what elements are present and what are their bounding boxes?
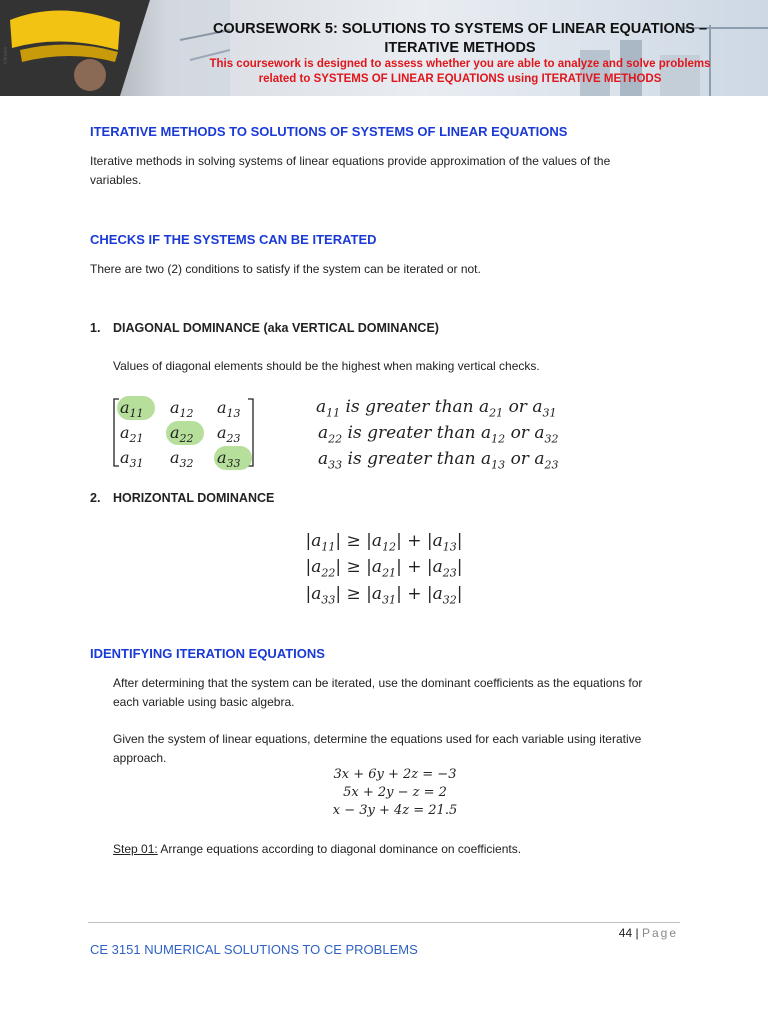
horizontal-condition-1: $|a_{11}| \ge |a_{12}| + |a_{13}|$ bbox=[305, 531, 463, 554]
step-01-line bbox=[113, 840, 521, 859]
step-01-label: Step 01: bbox=[113, 842, 158, 856]
page-title bbox=[160, 20, 760, 58]
diagonal-condition-2: $a_{22}$ is greater than $a_{12}$ or $a_{32}$ bbox=[318, 423, 559, 446]
matrix-a32: $a_{32}$ bbox=[170, 448, 194, 471]
horizontal-condition-2: $|a_{22}| \ge |a_{21}| + |a_{23}|$ bbox=[305, 557, 463, 580]
item-1-title: DIAGONAL DOMINANCE (aka VERTICAL DOMINANCE) bbox=[113, 321, 439, 335]
intro-paragraph bbox=[90, 152, 690, 190]
title-line-2: ITERATIVE METHODS bbox=[384, 40, 536, 56]
page-word: Page bbox=[641, 926, 678, 940]
system-equation-3: x − 3y + 4z = 21.5 bbox=[332, 803, 458, 818]
course-footer: CE 3151 NUMERICAL SOLUTIONS TO CE PROBLEMS bbox=[90, 942, 418, 957]
step-01-text: Arrange equations according to diagonal dominance on coefficients. bbox=[157, 842, 522, 856]
diagonal-condition-3: $a_{33}$ is greater than $a_{13}$ or $a_{23}$ bbox=[318, 449, 559, 472]
page-number: 44 bbox=[618, 926, 633, 940]
item-1-number: 1. bbox=[90, 321, 101, 335]
section-heading-iteration-equations: IDENTIFYING ITERATION EQUATIONS bbox=[90, 646, 325, 661]
iteration-p1-line-1: After determining that the system can be iterated, use the dominant coefficients as the equations for bbox=[113, 676, 643, 690]
system-equation-2: 5x + 2y − z = 2 bbox=[343, 785, 447, 800]
intro-line-2: variables. bbox=[90, 173, 142, 187]
iteration-p2-line-2: approach. bbox=[113, 751, 167, 765]
iteration-paragraph-2 bbox=[113, 730, 703, 768]
matrix-a22: $a_{22}$ bbox=[170, 423, 194, 446]
item-2-title: HORIZONTAL DOMINANCE bbox=[113, 491, 275, 505]
matrix-a21: $a_{21}$ bbox=[120, 423, 144, 446]
section-heading-iterative-methods: ITERATIVE METHODS TO SOLUTIONS OF SYSTEMS OF LINEAR EQUATIONS bbox=[90, 124, 568, 139]
diagonal-condition-1: $a_{11}$ is greater than $a_{21}$ or $a_{31}$ bbox=[316, 397, 557, 420]
page-number-area bbox=[560, 926, 678, 940]
page-separator: | bbox=[635, 926, 639, 940]
iteration-p2-line-1: Given the system of linear equations, determine the equations used for each variable using iterative bbox=[113, 732, 642, 746]
coefficient-matrix bbox=[112, 396, 262, 472]
footer-divider bbox=[88, 922, 680, 923]
matrix-a11: $a_{11}$ bbox=[120, 398, 144, 421]
matrix-a33: $a_{33}$ bbox=[217, 448, 241, 471]
item-2-number: 2. bbox=[90, 491, 101, 505]
subtitle-line-2: related to SYSTEMS OF LINEAR EQUATIONS using ITERATIVE METHODS bbox=[258, 73, 662, 85]
section-heading-checks: CHECKS IF THE SYSTEMS CAN BE ITERATED bbox=[90, 232, 377, 247]
iteration-paragraph-1 bbox=[113, 674, 703, 712]
matrix-a12: $a_{12}$ bbox=[170, 398, 194, 421]
matrix-a13: $a_{13}$ bbox=[217, 398, 241, 421]
banner-side-label: Ultratek bbox=[3, 46, 9, 64]
item-1-description: Values of diagonal elements should be the highest when making vertical checks. bbox=[113, 359, 540, 373]
system-equation-1: 3x + 6y + 2z = −3 bbox=[333, 767, 457, 782]
intro-line-1: Iterative methods in solving systems of linear equations provide approximation of the values of the bbox=[90, 154, 611, 168]
header-banner bbox=[0, 0, 768, 96]
subtitle-line-1: This coursework is designed to assess whether you are able to analyze and solve problems bbox=[209, 58, 711, 70]
matrix-a23: $a_{23}$ bbox=[217, 423, 241, 446]
title-line-1: COURSEWORK 5: SOLUTIONS TO SYSTEMS OF LINEAR EQUATIONS – bbox=[212, 21, 708, 37]
matrix-a31: $a_{31}$ bbox=[120, 448, 144, 471]
conditions-paragraph: There are two (2) conditions to satisfy if the system can be iterated or not. bbox=[90, 262, 481, 276]
horizontal-condition-3: $|a_{33}| \ge |a_{31}| + |a_{32}|$ bbox=[305, 584, 463, 607]
page-subtitle bbox=[160, 57, 760, 87]
iteration-p1-line-2: each variable using basic algebra. bbox=[113, 695, 295, 709]
